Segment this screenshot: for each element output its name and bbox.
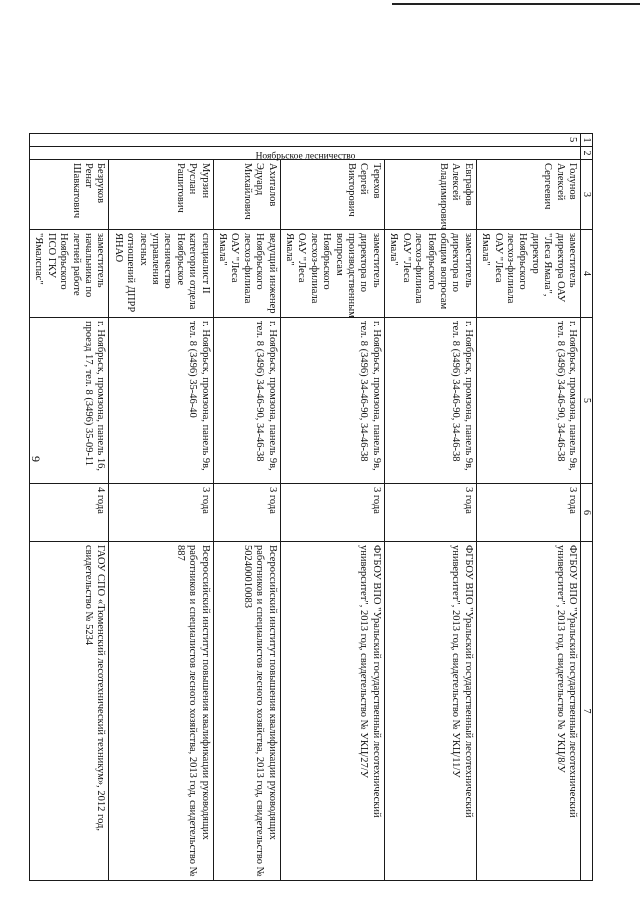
personnel-table [29,133,593,881]
position-cell: заместитель директора ОАУ "Леса Ямала", директор Ноябрьского лесхоз-филиала ОАУ "Леса Ямала" [476,230,580,318]
experience-cell: 3 года [384,484,476,542]
scan-edge-line [392,3,640,5]
column-number: 1 [581,134,593,147]
table-row [280,134,384,881]
address-cell: г. Ноябрьск, промзона, панель 9в, тел. 8 (3496) 35-46-40 [109,318,213,484]
education-cell: ФГБОУ ВПО "Уральский государственный лесотехнический университет", 2013 год, свидетельство № УКЦ/11/У [384,542,476,881]
column-number: 7 [581,542,593,881]
education-cell: ФГБОУ ВПО "Уральский государственный лесотехнический университет", 2013 год, свидетельство № УКЦ/27/У [280,542,384,881]
column-number: 3 [581,160,593,230]
name-cell: Евграфов Алексей Владимирович [384,160,476,230]
address-cell: г. Ноябрьск, промзона, панель 9в, тел. 8 (3496) 34-46-90, 34-46-38 [476,318,580,484]
experience-cell: 3 года [109,484,213,542]
column-number: 5 [581,318,593,484]
education-cell: ФГБОУ ВПО "Уральский государственный лесотехнический университет", 2013 год, свидетельство № УКЦ/8/У [476,542,580,881]
address-cell: г. Ноябрьск, промзона, панель 9в, тел. 8 (3496) 34-46-90, 34-46-38 [384,318,476,484]
table-row [213,134,280,881]
table-row [29,134,108,881]
address-cell: г. Ноябрьск, промзона, панель 16, проезд 17, тел. 8 (3496) 35-09-11 [29,318,108,484]
name-cell: Терехов Сергей Викторович [280,160,384,230]
column-number: 4 [581,230,593,318]
education-cell: Всероссийский институт повышения квалификации руководящих работников и специалистов лесного хозяйства, 2013 год, свидетельство № 502400010083 [213,542,280,881]
name-cell: Мурзин Руслан Рашитович [109,160,213,230]
table-row [384,134,476,881]
row-number: 5 [29,134,580,147]
position-cell: заместитель директора по общим вопросам Ноябрьского лесхоз-филиала ОАУ "Леса Ямала" [384,230,476,318]
experience-cell: 4 года [29,484,108,542]
experience-cell: 3 года [213,484,280,542]
experience-cell: 3 года [476,484,580,542]
table-row [476,134,580,881]
position-cell: ведущий инженер Ноябрьского лесхоз-филиала ОАУ "Леса Ямала" [213,230,280,318]
table-row [109,134,213,881]
education-cell: ГАОУ СПО «Тюменский лесотехнический техникум», 2012 год, свидетельство № 5234 [29,542,108,881]
name-cell: Голунов Алексей Сергеевич [476,160,580,230]
column-number-row [581,134,593,881]
position-cell: специалист II категории отдела Ноябрьское лесничество управления лесных отношений ДПРР ЯНАО [109,230,213,318]
rotated-table-frame [33,133,593,881]
position-cell: заместитель начальника по летней работе Ноябрьского ПСО ГКУ "Ямалспас" [29,230,108,318]
education-cell: Всероссийский институт повышения квалификации руководящих работников и специалистов лесного хозяйства, 2013 год, свидетельство № 887 [109,542,213,881]
position-cell: заместитель директора по производственным вопросам Ноябрьского лесхоз-филиала ОАУ "Леса Ямала" [280,230,384,318]
column-number: 6 [581,484,593,542]
page-number: 9 [29,456,43,462]
district-cell [29,147,580,160]
experience-cell: 3 года [280,484,384,542]
name-cell: Безруков Ренат Шавкатович [29,160,108,230]
column-number: 2 [581,147,593,160]
address-cell: г. Ноябрьск, промзона, панель 9в, тел. 8 (3496) 34-46-90, 34-46-38 [280,318,384,484]
name-cell: Ахиталов Эдуард Михайлович [213,160,280,230]
address-cell: г. Ноябрьск, промзона, панель 9в, тел. 8 (3496) 34-46-90, 34-46-38 [213,318,280,484]
district-name: Ноябрьское лесничество [255,151,356,162]
